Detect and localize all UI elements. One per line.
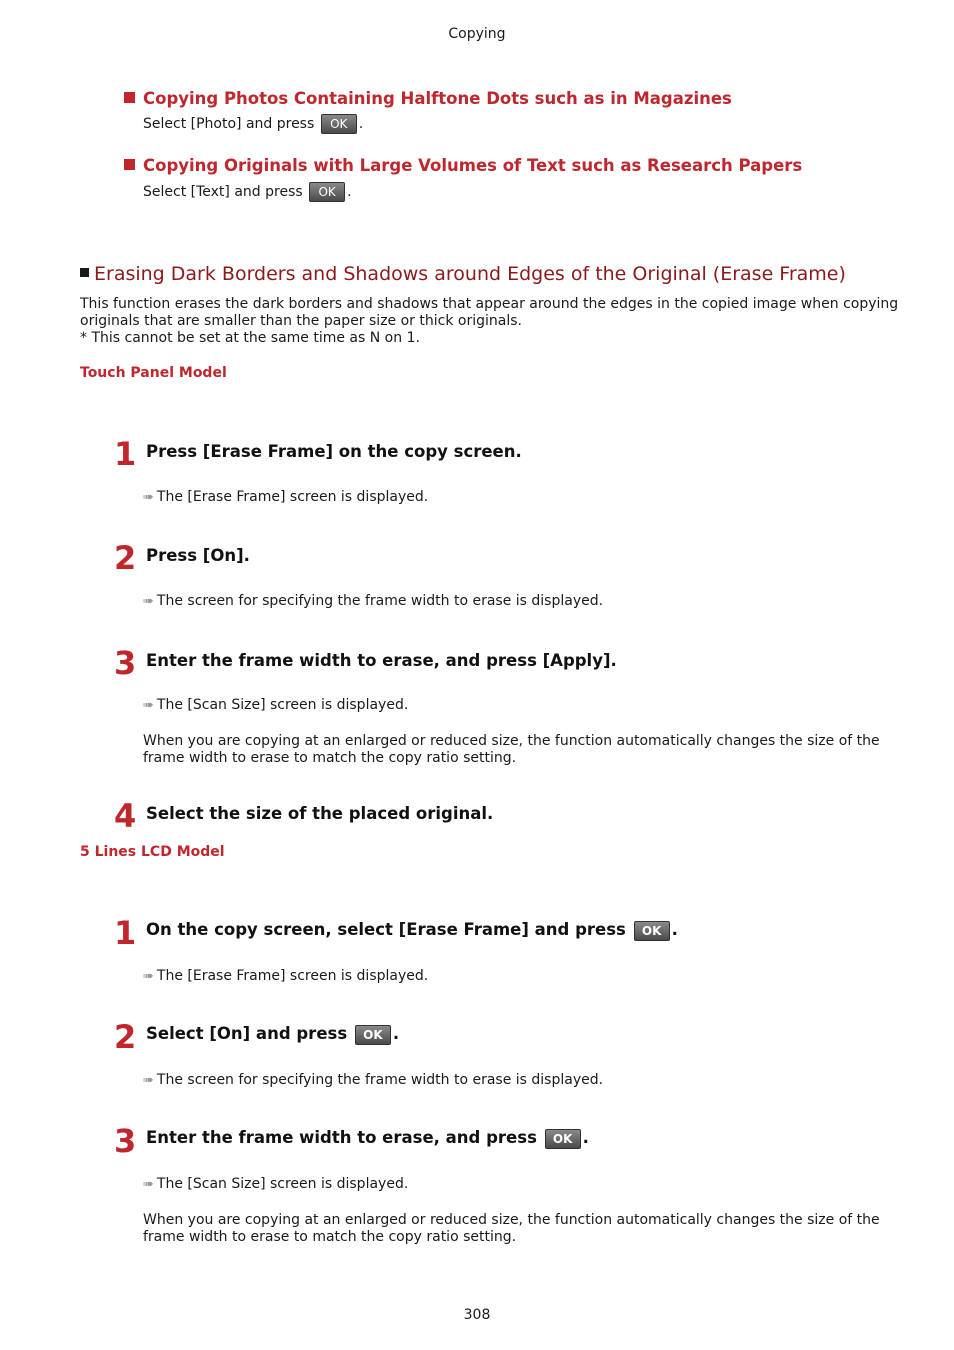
step-result [143,1072,603,1088]
description-line: This function erases the dark borders and shadows that appear around the edges in the copied image when copying [80,296,899,312]
photo-section-heading-text: Copying Photos Containing Halftone Dots such as in Magazines [143,89,732,108]
erase-frame-heading [80,263,846,285]
photo-section-heading [124,89,732,108]
arrow-right-icon: ➠ [143,490,154,505]
ok-key-icon: OK [634,921,670,941]
text-section-heading-text: Copying Originals with Large Volumes of Text such as Research Papers [143,156,803,175]
arrow-right-icon: ➠ [143,698,154,713]
step-result [143,489,428,505]
text-section-instruction [143,182,352,202]
step-title [146,1024,399,1045]
photo-instruction-end: . [358,116,364,132]
step-result-text: The [Scan Size] screen is displayed. [156,697,409,713]
step-title: Press [Erase Frame] on the copy screen. [146,442,522,461]
step-result-text: The [Erase Frame] screen is displayed. [156,968,429,984]
step-number: 3 [114,644,137,682]
step-title [146,1128,589,1149]
step-result-text: The [Erase Frame] screen is displayed. [156,489,429,505]
ok-key-icon: OK [321,114,357,134]
step-title-text: Select [On] and press [146,1024,348,1043]
step-note [143,733,903,767]
arrow-right-icon: ➠ [143,1177,154,1192]
page-header-chapter: Copying [448,26,506,42]
step-number: 2 [114,1018,137,1056]
text-instruction-end: . [347,184,352,200]
step-note-line: When you are copying at an enlarged or reduced size, the function automatically changes the size of the [143,1212,880,1228]
step-title-end: . [671,920,678,939]
step-number: 2 [114,539,137,577]
step-title-text: On the copy screen, select [Erase Frame] and press [146,920,626,939]
photo-instruction-text: Select [Photo] and press [143,116,315,132]
step-result [143,968,428,984]
step-note-line: When you are copying at an enlarged or reduced size, the function automatically changes the size of the [143,733,880,749]
erase-frame-heading-text: Erasing Dark Borders and Shadows around Edges of the Original (Erase Frame) [94,263,846,285]
step-number: 1 [114,435,137,473]
step-title: Press [On]. [146,546,250,565]
step-note [143,1212,903,1246]
photo-section-instruction [143,114,363,134]
step-result-text: The [Scan Size] screen is displayed. [156,1176,409,1192]
text-section-heading [124,156,802,175]
step-number: 3 [114,1122,137,1160]
step-result-text: The screen for specifying the frame width to erase is displayed. [156,593,604,609]
step-result [143,697,408,713]
page-number: 308 [463,1307,491,1323]
description-line: originals that are smaller than the paper size or thick originals. [80,313,522,329]
step-result [143,593,603,609]
square-bullet-icon [124,92,135,103]
description-note: * This cannot be set at the same time as N on 1. [80,330,420,346]
step-title: Select the size of the placed original. [146,804,494,823]
step-note-line: frame width to erase to match the copy ratio setting. [143,1229,517,1245]
square-bullet-icon [124,159,135,170]
step-note-line: frame width to erase to match the copy ratio setting. [143,750,517,766]
erase-frame-description [80,296,900,347]
step-title-end: . [582,1128,589,1147]
touch-panel-model-label: Touch Panel Model [80,365,227,381]
ok-key-icon: OK [545,1129,581,1149]
arrow-right-icon: ➠ [143,969,154,984]
step-title [146,920,678,941]
step-title-end: . [392,1024,400,1043]
arrow-right-icon: ➠ [143,1073,154,1088]
step-number: 1 [114,914,137,952]
step-number: 4 [114,797,137,835]
text-instruction-text: Select [Text] and press [143,184,303,200]
ok-key-icon: OK [309,182,345,202]
step-title: Enter the frame width to erase, and press [Apply]. [146,651,617,670]
step-result [143,1176,408,1192]
arrow-right-icon: ➠ [143,594,154,609]
step-title-text: Enter the frame width to erase, and press [146,1128,537,1147]
step-result-text: The screen for specifying the frame width to erase is displayed. [156,1072,604,1088]
ok-key-icon: OK [355,1025,391,1045]
black-square-bullet-icon [80,268,89,277]
lcd-model-label: 5 Lines LCD Model [80,844,225,860]
